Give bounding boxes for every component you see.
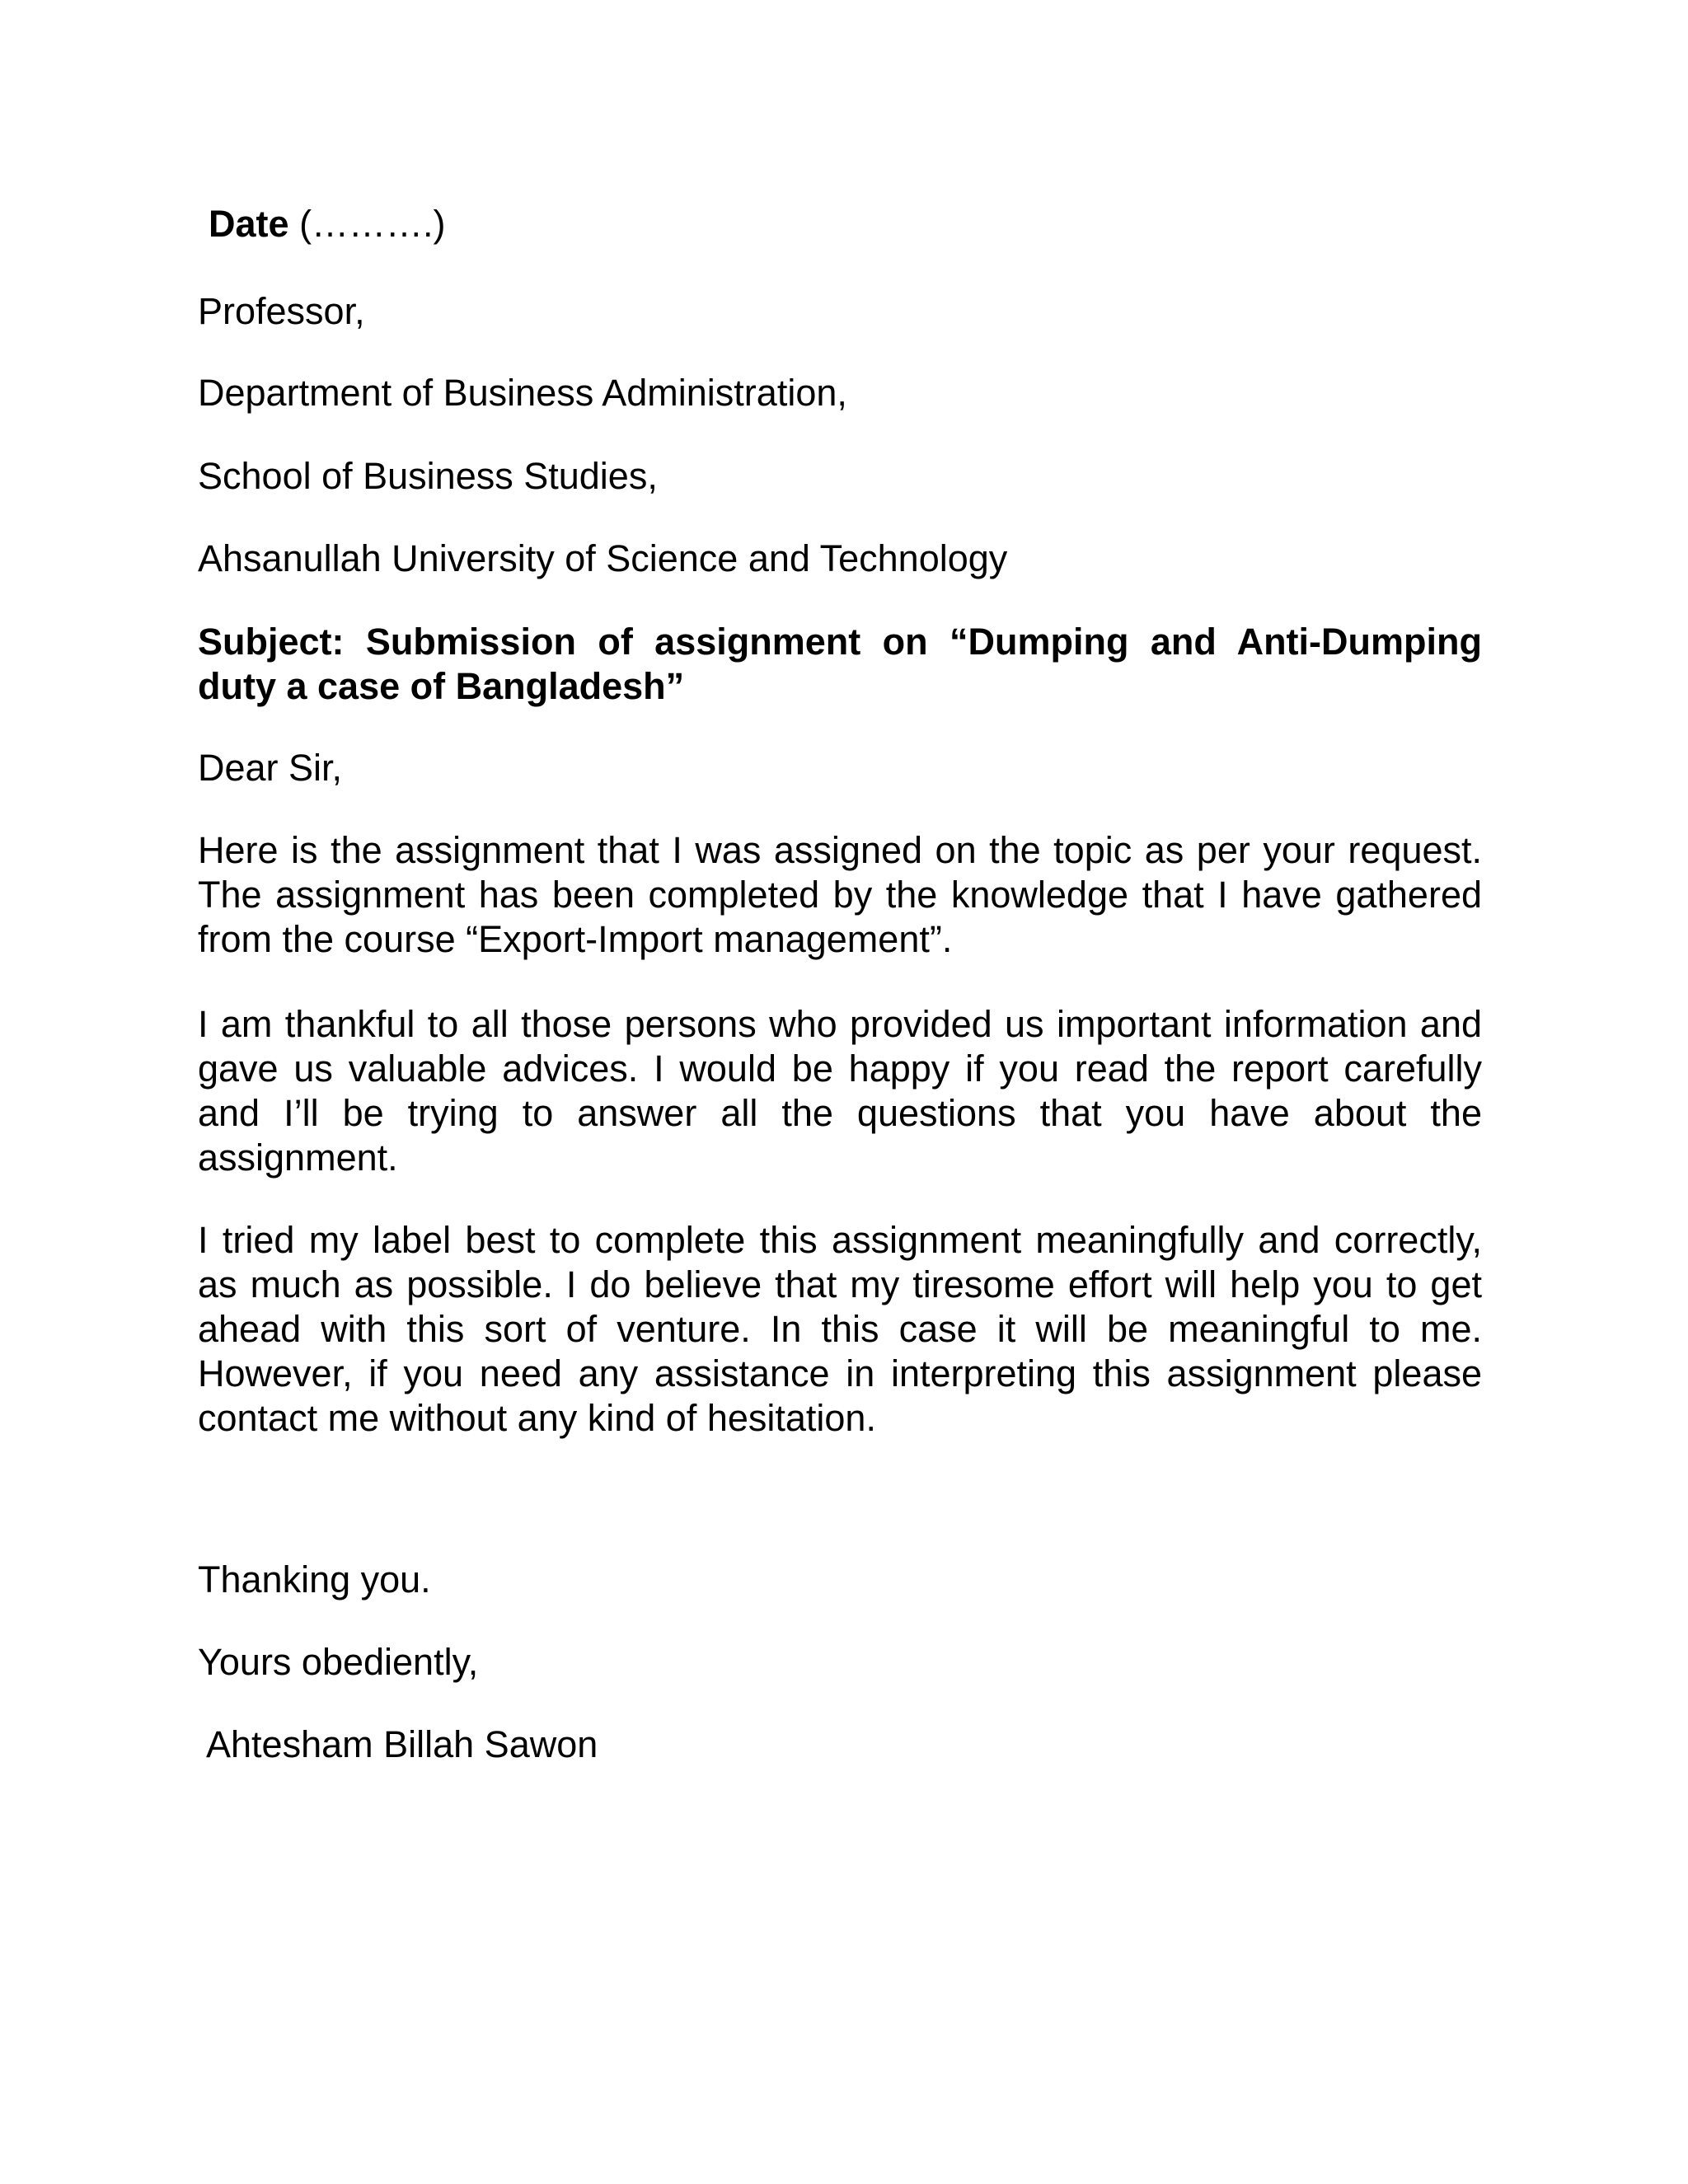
subject-line: Subject: Submission of assignment on “Dumping and Anti-Dumping duty a case of Bangladesh” bbox=[198, 621, 1482, 707]
recipient-department: Department of Business Administration, bbox=[198, 372, 847, 414]
body-paragraph-2: I am thankful to all those persons who provided us important information and gave us valuable advices. I would be happy if you read the report carefully and I’ll be trying to answer all the questions that you have about the assignment. bbox=[198, 1003, 1482, 1179]
date-value: (……….) bbox=[299, 203, 446, 245]
date-label: Date bbox=[209, 203, 289, 245]
recipient-university: Ahsanullah University of Science and Technology bbox=[198, 537, 1008, 579]
closing-line: Thanking you. bbox=[198, 1558, 431, 1601]
signature-name: Ahtesham Billah Sawon bbox=[206, 1723, 598, 1765]
body-paragraph-3: I tried my label best to complete this assignment meaningfully and correctly, as much as possible. I do believe that my tiresome effort will help you to get ahead with this sort of venture. In this case it will be meaningful to me. However, if you need any assistance in interpreting this assignment please contact me without any kind of hesitation. bbox=[198, 1219, 1482, 1439]
date-line bbox=[209, 202, 446, 246]
recipient-school: School of Business Studies, bbox=[198, 455, 658, 497]
recipient-title: Professor, bbox=[198, 290, 365, 332]
body-paragraph-1: Here is the assignment that I was assigned on the topic as per your request. The assignment has been completed by the knowledge that I have gathered from the course “Export-Import management”. bbox=[198, 829, 1482, 960]
salutation: Dear Sir, bbox=[198, 747, 343, 789]
sign-off: Yours obediently, bbox=[198, 1641, 479, 1683]
